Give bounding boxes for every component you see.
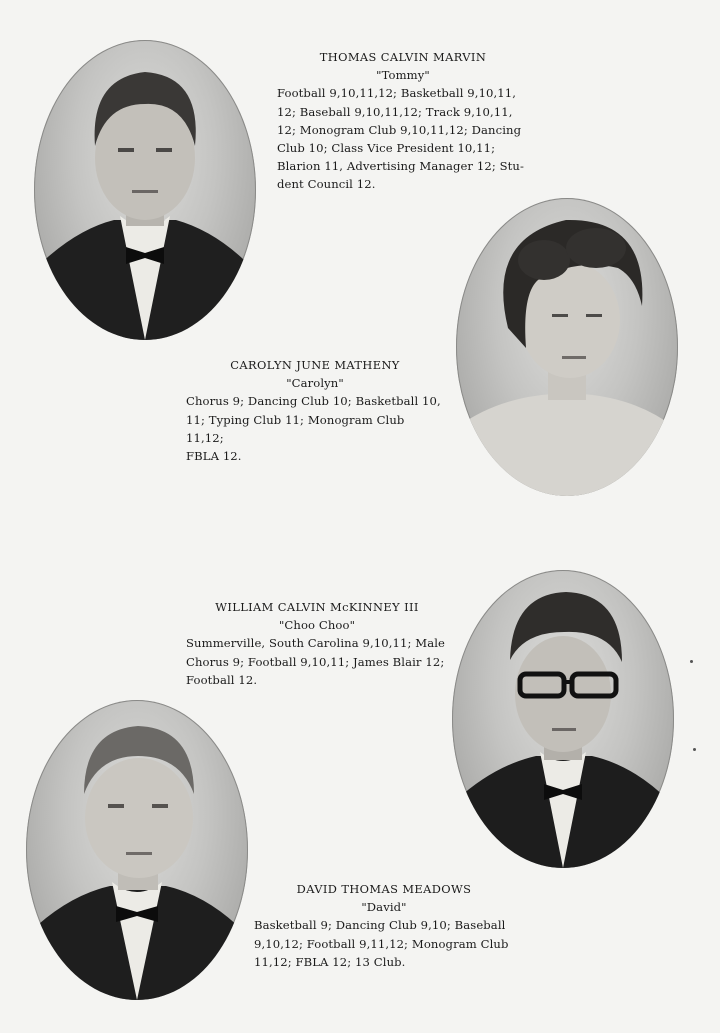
activity-line: Summerville, South Carolina 9,10,11; Male [186,636,445,651]
activity-line: Chorus 9; Dancing Club 10; Basketball 10, [186,394,441,409]
activity-line: dent Council 12. [277,177,376,192]
activity-line: 11; Typing Club 11; Monogram Club 11,12; [186,412,405,445]
student-entry-carolyn-matheny [186,356,444,465]
student-nickname: "David" [361,900,407,915]
portrait-william-photo [452,570,674,868]
portrait-carolyn-photo [456,198,678,496]
student-entry-thomas-marvin [277,48,529,194]
student-name: THOMAS CALVIN MARVIN [319,50,487,64]
activity-line: Blarion 11, Advertising Manager 12; Stu- [277,159,524,174]
activity-line: 9,10,12; Football 9,11,12; Monogram Club [254,936,509,951]
activity-line: 12; Monogram Club 9,10,11,12; Dancing [277,122,522,137]
portrait-william-mckinney [452,570,674,868]
activity-line: FBLA 12. [186,449,242,464]
portrait-david-photo [26,700,248,1000]
portrait-carolyn-matheny [456,198,678,496]
student-entry-david-meadows [254,880,514,971]
activity-line: 12; Baseball 9,10,11,12; Track 9,10,11, [277,104,513,119]
student-entry-william-mckinney [186,598,448,689]
activity-line: Football 12. [186,672,258,687]
portrait-david-meadows [26,700,248,1000]
activity-line: Football 9,10,11,12; Basketball 9,10,11, [277,86,517,101]
student-name: DAVID THOMAS MEADOWS [296,882,472,896]
student-nickname: "Choo Choo" [278,618,356,633]
student-name: WILLIAM CALVIN McKINNEY III [215,600,419,614]
scan-speck [690,660,693,663]
activity-line: Basketball 9; Dancing Club 9,10; Baseball [254,918,506,933]
student-name: CAROLYN JUNE MATHENY [230,358,400,372]
activity-line: Chorus 9; Football 9,10,11; James Blair 12; [186,654,445,669]
student-nickname: "Carolyn" [286,376,344,391]
portrait-thomas-photo [34,40,256,340]
scan-speck [693,748,696,751]
activity-line: Club 10; Class Vice President 10,11; [277,141,496,156]
portrait-thomas-marvin [34,40,256,340]
student-nickname: "Tommy" [376,68,430,83]
activity-line: 11,12; FBLA 12; 13 Club. [254,954,406,969]
